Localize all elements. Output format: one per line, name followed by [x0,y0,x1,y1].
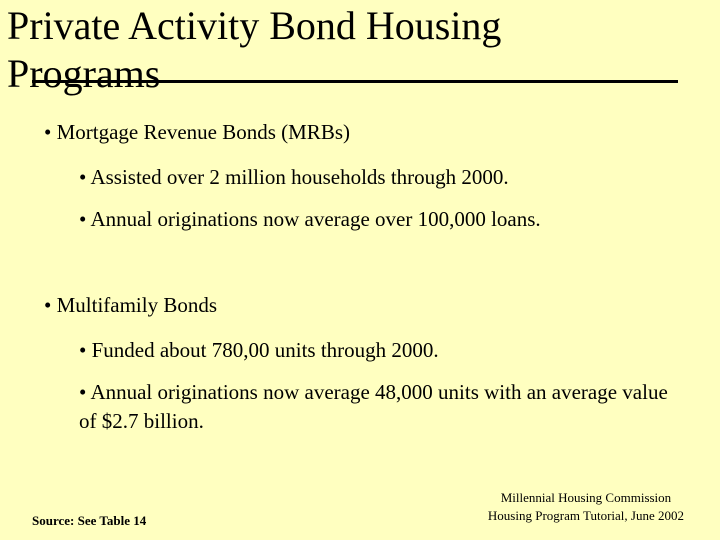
source-note: Source: See Table 14 [32,513,147,528]
footer-credit [488,489,684,525]
footer-line-organization: Millennial Housing Commission [500,490,672,505]
bullet-multifamily-bonds: • Multifamily Bonds [44,293,218,317]
bullet-annual-originations-units: • Annual originations now average 48,000 units with an average value of $2.7 billion. [79,380,668,433]
bullet-annual-originations-loans: • Annual originations now average over 100,000 loans. [79,207,541,231]
bullet-households-assisted: • Assisted over 2 million households through 2000. [79,165,509,189]
footer-line-tutorial-date: Housing Program Tutorial, June 2002 [487,508,684,523]
title-underline [32,80,678,83]
slide-title: Private Activity Bond Housing Programs [7,3,502,96]
bullet-units-funded: • Funded about 780,00 units through 2000. [79,338,439,362]
bullet-mortgage-revenue-bonds: • Mortgage Revenue Bonds (MRBs) [44,120,350,144]
